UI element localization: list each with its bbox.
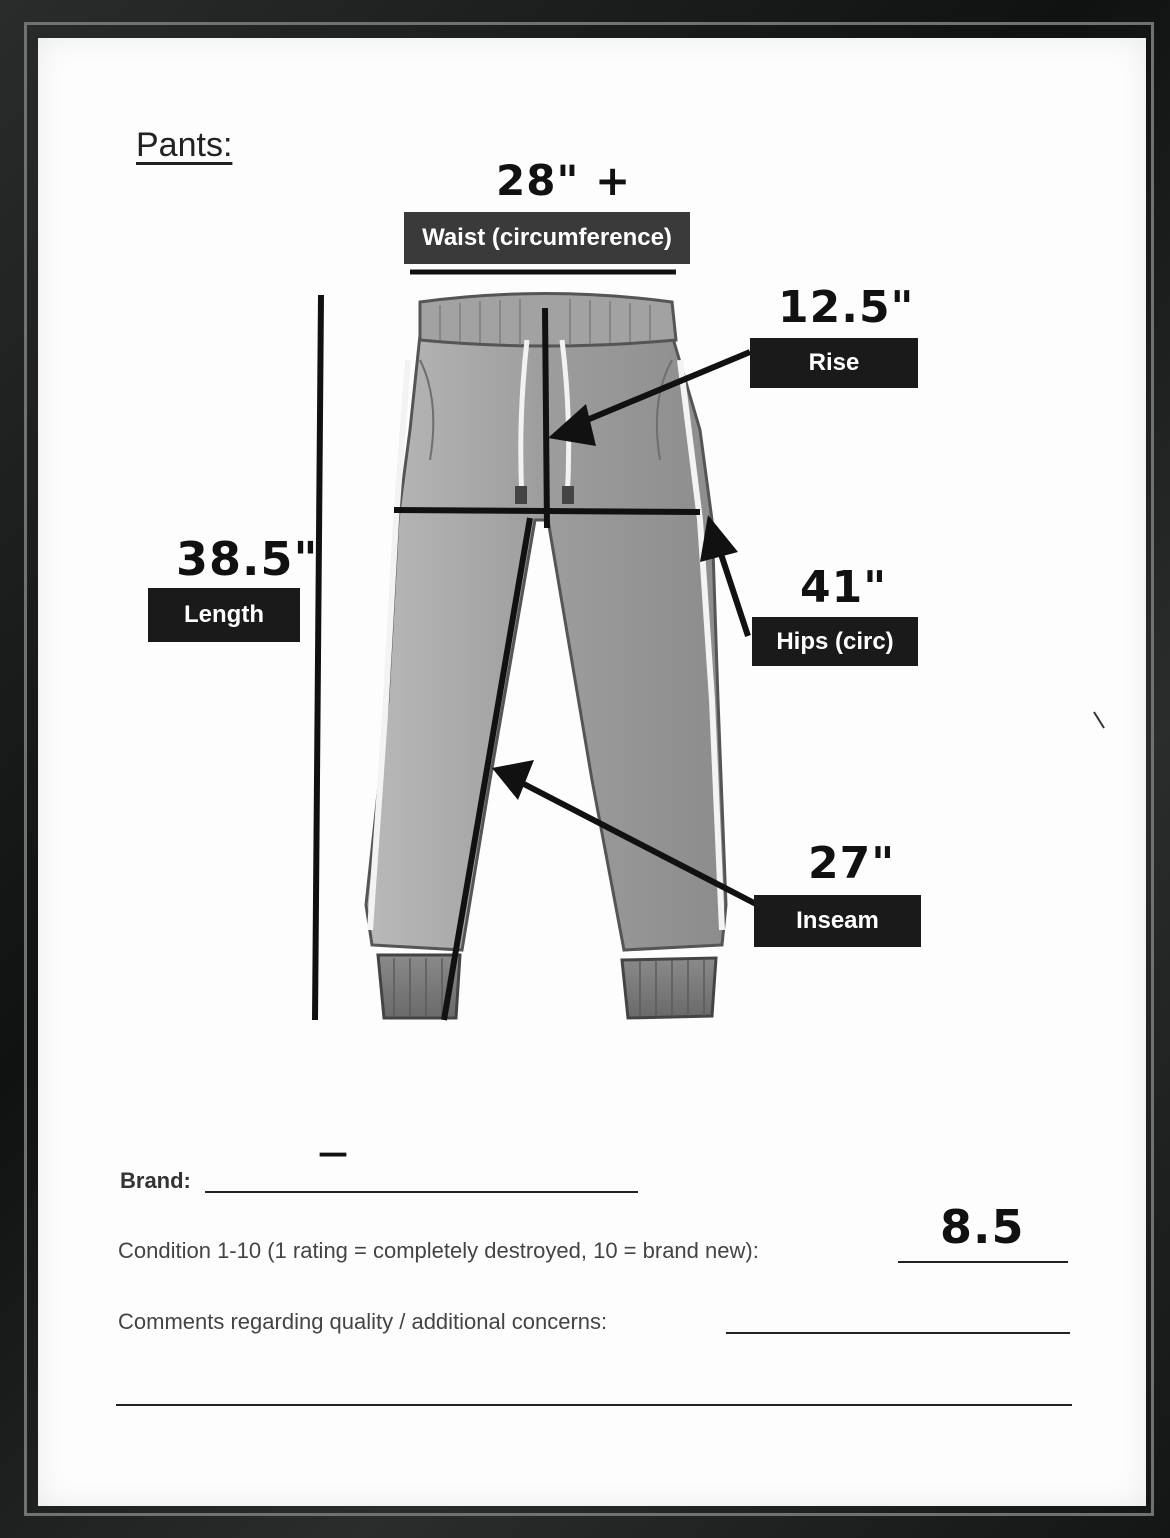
comments-field-line[interactable]: [726, 1332, 1070, 1334]
rise-label: Rise: [750, 338, 918, 388]
comments-label: Comments regarding quality / additional concerns:: [118, 1309, 608, 1334]
brand-field-line[interactable]: [205, 1191, 638, 1193]
hips-value: 41": [800, 562, 888, 613]
condition-value: 8.5: [940, 1200, 1025, 1254]
hips-label: Hips (circ): [752, 617, 918, 666]
rise-value: 12.5": [778, 282, 915, 333]
length-value: 38.5": [176, 532, 319, 586]
inseam-label: Inseam: [754, 895, 921, 947]
hips-measure-line: [394, 510, 700, 512]
condition-field-line[interactable]: [898, 1261, 1068, 1263]
length-measure-line: [315, 295, 321, 1020]
pen-mark: [1094, 712, 1104, 728]
waist-label: Waist (circumference): [404, 212, 690, 264]
brand-value: —: [318, 1136, 349, 1171]
page-title: Pants:: [136, 126, 233, 164]
waist-value: 28" +: [496, 156, 632, 205]
inseam-value: 27": [808, 838, 896, 889]
condition-label: Condition 1-10 (1 rating = completely destroyed, 10 = brand new):: [118, 1238, 759, 1263]
comments-extra-line[interactable]: [116, 1404, 1072, 1406]
rise-measure-line: [545, 308, 547, 528]
brand-label: Brand:: [120, 1168, 191, 1193]
length-label: Length: [148, 588, 300, 642]
